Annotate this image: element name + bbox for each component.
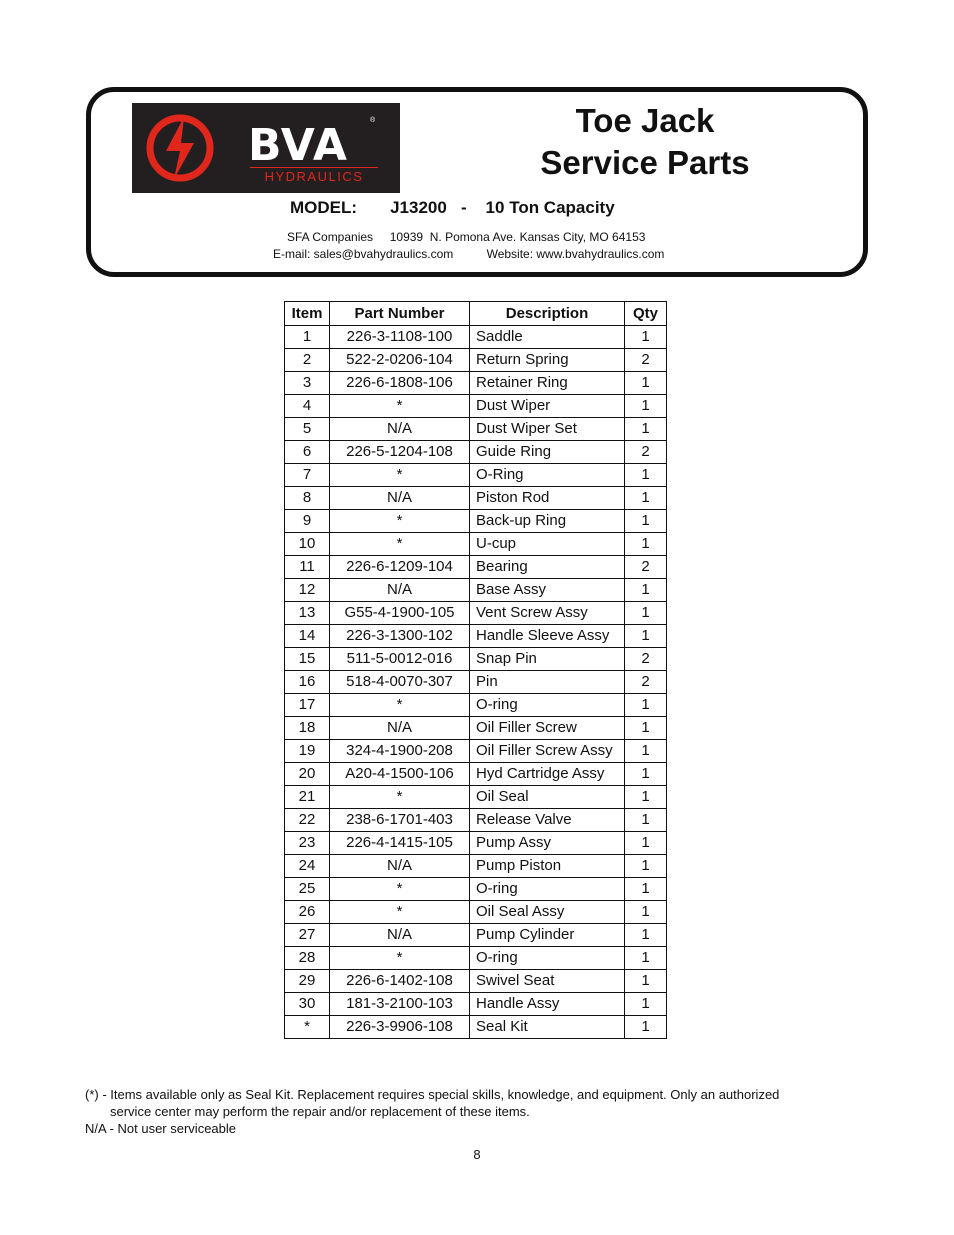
table-row xyxy=(285,694,667,717)
cell-description: Swivel Seat xyxy=(470,970,625,993)
table-row xyxy=(285,809,667,832)
cell-item: 16 xyxy=(285,671,330,694)
cell-item: 13 xyxy=(285,602,330,625)
cell-description: Pump Piston xyxy=(470,855,625,878)
cell-item: 17 xyxy=(285,694,330,717)
table-row xyxy=(285,855,667,878)
table-row xyxy=(285,947,667,970)
footnotes xyxy=(85,1086,885,1137)
cell-qty: 2 xyxy=(625,671,667,694)
cell-qty: 1 xyxy=(625,970,667,993)
cell-part-number: 226-6-1402-108 xyxy=(330,970,470,993)
cell-qty: 1 xyxy=(625,763,667,786)
cell-item: 4 xyxy=(285,395,330,418)
table-row xyxy=(285,901,667,924)
cell-qty: 1 xyxy=(625,924,667,947)
table-row xyxy=(285,832,667,855)
cell-part-number: 226-3-1108-100 xyxy=(330,326,470,349)
table-row xyxy=(285,740,667,763)
cell-item: 1 xyxy=(285,326,330,349)
cell-item: 14 xyxy=(285,625,330,648)
header-qty: Qty xyxy=(625,302,667,326)
parts-table xyxy=(284,301,667,1039)
bva-logo xyxy=(132,103,400,193)
cell-description: Bearing xyxy=(470,556,625,579)
cell-description: U-cup xyxy=(470,533,625,556)
header-description: Description xyxy=(470,302,625,326)
cell-part-number: N/A xyxy=(330,418,470,441)
logo-subtitle: HYDRAULICS xyxy=(250,167,378,184)
cell-item: 15 xyxy=(285,648,330,671)
cell-qty: 1 xyxy=(625,878,667,901)
cell-part-number: 226-6-1808-106 xyxy=(330,372,470,395)
cell-qty: 1 xyxy=(625,717,667,740)
cell-item: 21 xyxy=(285,786,330,809)
cell-qty: 1 xyxy=(625,395,667,418)
cell-part-number: 226-4-1415-105 xyxy=(330,832,470,855)
cell-qty: 1 xyxy=(625,418,667,441)
cell-qty: 1 xyxy=(625,602,667,625)
cell-description: O-ring xyxy=(470,947,625,970)
table-row xyxy=(285,510,667,533)
table-row xyxy=(285,993,667,1016)
cell-part-number: 226-6-1209-104 xyxy=(330,556,470,579)
cell-description: O-ring xyxy=(470,694,625,717)
cell-description: Release Valve xyxy=(470,809,625,832)
model-line: MODEL: J13200 - 10 Ton Capacity xyxy=(290,198,615,217)
cell-description: Oil Filler Screw Assy xyxy=(470,740,625,763)
cell-qty: 1 xyxy=(625,832,667,855)
cell-item: 7 xyxy=(285,464,330,487)
cell-part-number: * xyxy=(330,395,470,418)
cell-item: 20 xyxy=(285,763,330,786)
table-row xyxy=(285,395,667,418)
table-row xyxy=(285,602,667,625)
cell-part-number: N/A xyxy=(330,579,470,602)
cell-part-number: 181-3-2100-103 xyxy=(330,993,470,1016)
cell-qty: 1 xyxy=(625,510,667,533)
cell-qty: 1 xyxy=(625,855,667,878)
cell-part-number: * xyxy=(330,533,470,556)
cell-part-number: * xyxy=(330,947,470,970)
cell-qty: 1 xyxy=(625,372,667,395)
cell-item: 30 xyxy=(285,993,330,1016)
table-row xyxy=(285,625,667,648)
footnote-seal-kit: (*) - Items available only as Seal Kit. Replacement requires special skills, knowledge, and equipment. Only an authorized xyxy=(85,1087,780,1102)
page-title xyxy=(520,100,770,184)
cell-description: Dust Wiper xyxy=(470,395,625,418)
table-row xyxy=(285,878,667,901)
cell-item: 22 xyxy=(285,809,330,832)
cell-description: Vent Screw Assy xyxy=(470,602,625,625)
cell-qty: 1 xyxy=(625,533,667,556)
table-row xyxy=(285,579,667,602)
cell-qty: 1 xyxy=(625,1016,667,1039)
cell-description: Dust Wiper Set xyxy=(470,418,625,441)
table-row xyxy=(285,763,667,786)
cell-qty: 1 xyxy=(625,947,667,970)
cell-item: 2 xyxy=(285,349,330,372)
table-row xyxy=(285,671,667,694)
cell-qty: 1 xyxy=(625,740,667,763)
cell-qty: 1 xyxy=(625,786,667,809)
cell-part-number: * xyxy=(330,694,470,717)
cell-description: O-Ring xyxy=(470,464,625,487)
cell-description: Return Spring xyxy=(470,349,625,372)
cell-qty: 2 xyxy=(625,349,667,372)
table-row xyxy=(285,648,667,671)
cell-part-number: 238-6-1701-403 xyxy=(330,809,470,832)
cell-part-number: 226-5-1204-108 xyxy=(330,441,470,464)
cell-qty: 1 xyxy=(625,809,667,832)
table-row xyxy=(285,464,667,487)
cell-part-number: G55-4-1900-105 xyxy=(330,602,470,625)
cell-description: Pump Assy xyxy=(470,832,625,855)
cell-item: 3 xyxy=(285,372,330,395)
cell-item: 5 xyxy=(285,418,330,441)
cell-qty: 1 xyxy=(625,579,667,602)
cell-item: 10 xyxy=(285,533,330,556)
table-row xyxy=(285,1016,667,1039)
cell-part-number: 324-4-1900-208 xyxy=(330,740,470,763)
cell-qty: 1 xyxy=(625,694,667,717)
cell-item: 24 xyxy=(285,855,330,878)
cell-part-number: * xyxy=(330,464,470,487)
table-row xyxy=(285,349,667,372)
cell-description: Guide Ring xyxy=(470,441,625,464)
footnote-seal-kit-cont: service center may perform the repair and/or replacement of these items. xyxy=(110,1104,530,1119)
table-row xyxy=(285,533,667,556)
table-row xyxy=(285,786,667,809)
cell-description: Oil Filler Screw xyxy=(470,717,625,740)
cell-item: * xyxy=(285,1016,330,1039)
cell-qty: 1 xyxy=(625,464,667,487)
cell-part-number: 518-4-0070-307 xyxy=(330,671,470,694)
cell-item: 19 xyxy=(285,740,330,763)
title-line-2: Service Parts xyxy=(540,144,750,181)
registered-mark: ® xyxy=(370,117,376,124)
table-row xyxy=(285,418,667,441)
cell-part-number: * xyxy=(330,510,470,533)
table-row xyxy=(285,717,667,740)
cell-part-number: A20-4-1500-106 xyxy=(330,763,470,786)
table-row xyxy=(285,556,667,579)
cell-part-number: N/A xyxy=(330,717,470,740)
table-row xyxy=(285,441,667,464)
cell-part-number: N/A xyxy=(330,487,470,510)
cell-description: Pump Cylinder xyxy=(470,924,625,947)
header-item: Item xyxy=(285,302,330,326)
logo-wordmark: BVA xyxy=(248,120,348,171)
cell-part-number: 522-2-0206-104 xyxy=(330,349,470,372)
cell-description: Oil Seal Assy xyxy=(470,901,625,924)
header-part-number: Part Number xyxy=(330,302,470,326)
cell-qty: 1 xyxy=(625,625,667,648)
cell-description: O-ring xyxy=(470,878,625,901)
cell-item: 6 xyxy=(285,441,330,464)
table-row xyxy=(285,326,667,349)
cell-qty: 2 xyxy=(625,648,667,671)
cell-description: Piston Rod xyxy=(470,487,625,510)
cell-description: Retainer Ring xyxy=(470,372,625,395)
cell-description: Oil Seal xyxy=(470,786,625,809)
table-row xyxy=(285,487,667,510)
table-row xyxy=(285,970,667,993)
cell-part-number: * xyxy=(330,878,470,901)
cell-part-number: 226-3-9906-108 xyxy=(330,1016,470,1039)
cell-item: 8 xyxy=(285,487,330,510)
cell-description: Seal Kit xyxy=(470,1016,625,1039)
cell-part-number: * xyxy=(330,786,470,809)
cell-item: 11 xyxy=(285,556,330,579)
cell-item: 27 xyxy=(285,924,330,947)
cell-part-number: 226-3-1300-102 xyxy=(330,625,470,648)
cell-qty: 2 xyxy=(625,556,667,579)
cell-description: Handle Sleeve Assy xyxy=(470,625,625,648)
table-header-row xyxy=(285,302,667,326)
cell-description: Back-up Ring xyxy=(470,510,625,533)
cell-item: 12 xyxy=(285,579,330,602)
cell-description: Handle Assy xyxy=(470,993,625,1016)
cell-qty: 1 xyxy=(625,901,667,924)
cell-description: Saddle xyxy=(470,326,625,349)
page-number: 8 xyxy=(473,1147,481,1162)
cell-item: 9 xyxy=(285,510,330,533)
table-row xyxy=(285,924,667,947)
cell-qty: 1 xyxy=(625,326,667,349)
cell-description: Hyd Cartridge Assy xyxy=(470,763,625,786)
cell-part-number: 511-5-0012-016 xyxy=(330,648,470,671)
title-line-1: Toe Jack xyxy=(575,102,715,139)
cell-description: Snap Pin xyxy=(470,648,625,671)
cell-item: 18 xyxy=(285,717,330,740)
cell-description: Base Assy xyxy=(470,579,625,602)
footnote-na: N/A - Not user serviceable xyxy=(85,1121,237,1136)
table-row xyxy=(285,372,667,395)
cell-part-number: N/A xyxy=(330,855,470,878)
cell-qty: 1 xyxy=(625,993,667,1016)
cell-qty: 2 xyxy=(625,441,667,464)
cell-item: 25 xyxy=(285,878,330,901)
cell-part-number: * xyxy=(330,901,470,924)
company-address: SFA Companies 10939 N. Pomona Ave. Kansas City, MO 64153 xyxy=(287,230,646,244)
cell-qty: 1 xyxy=(625,487,667,510)
cell-item: 23 xyxy=(285,832,330,855)
company-contact: E-mail: sales@bvahydraulics.com Website: www.bvahydraulics.com xyxy=(273,247,665,261)
cell-part-number: N/A xyxy=(330,924,470,947)
cell-description: Pin xyxy=(470,671,625,694)
cell-item: 28 xyxy=(285,947,330,970)
cell-item: 29 xyxy=(285,970,330,993)
cell-item: 26 xyxy=(285,901,330,924)
